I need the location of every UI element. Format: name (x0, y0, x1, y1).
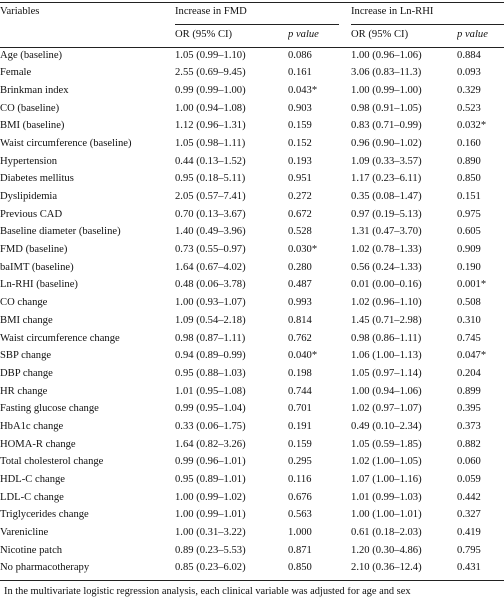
fmd-or-cell: 0.95 (0.18–5.11) (175, 173, 246, 185)
rhi-or-cell: 1.00 (0.99–1.00) (351, 84, 422, 96)
variable-cell: Diabetes mellitus (0, 173, 74, 185)
fmd-p-cell: 0.198 (288, 367, 312, 379)
table-row (0, 135, 504, 153)
fmd-p-cell: 0.701 (288, 403, 312, 415)
fmd-group-header: Increase in FMD (175, 6, 247, 17)
fmd-p-cell: 0.116 (288, 474, 312, 486)
group-header-row (0, 0, 504, 24)
table-row (0, 242, 504, 260)
rhi-p-cell: 0.204 (457, 367, 481, 379)
fmd-p-header: p value (288, 29, 319, 41)
rhi-p-cell: 0.032* (457, 120, 487, 132)
fmd-or-cell: 0.95 (0.89–1.01) (175, 474, 246, 486)
table-row (0, 365, 504, 383)
rhi-or-cell: 0.98 (0.91–1.05) (351, 102, 422, 114)
table-row (0, 47, 504, 65)
fmd-or-cell: 1.64 (0.82–3.26) (175, 438, 246, 450)
rhi-or-cell: 1.31 (0.47–3.70) (351, 226, 422, 238)
variable-cell: SBP change (0, 350, 52, 362)
rhi-or-cell: 0.83 (0.71–0.99) (351, 120, 422, 132)
rhi-p-cell: 0.001* (457, 279, 487, 291)
variable-cell: HR change (0, 385, 48, 397)
fmd-p-cell: 0.161 (288, 67, 312, 79)
rhi-or-cell: 1.00 (0.96–1.06) (351, 49, 422, 61)
table-row (0, 507, 504, 525)
variables-subheader-empty (0, 24, 175, 47)
rhi-p-cell: 0.909 (457, 244, 481, 256)
fmd-or-cell: 0.48 (0.06–3.78) (175, 279, 246, 291)
variable-cell: Baseline diameter (baseline) (0, 226, 121, 238)
rhi-p-cell: 0.975 (457, 208, 481, 220)
fmd-or-cell: 1.00 (0.94–1.08) (175, 102, 246, 114)
fmd-p-cell: 0.850 (288, 562, 312, 574)
variable-cell: Nicotine patch (0, 544, 63, 556)
fmd-or-cell: 1.12 (0.96–1.31) (175, 120, 246, 132)
fmd-or-cell: 0.89 (0.23–5.53) (175, 544, 246, 556)
rhi-or-cell: 0.98 (0.86–1.11) (351, 332, 422, 344)
rhi-or-cell: 1.00 (0.94–1.06) (351, 385, 422, 397)
rhi-p-cell: 0.884 (457, 49, 481, 61)
table-header (0, 0, 504, 47)
rhi-p-cell: 0.882 (457, 438, 481, 450)
variable-cell: Age (baseline) (0, 49, 63, 61)
rhi-p-cell: 0.310 (457, 314, 481, 326)
fmd-or-header: OR (95% CI) (175, 29, 233, 41)
table-row (0, 383, 504, 401)
rhi-or-cell: 1.09 (0.33–3.57) (351, 155, 422, 167)
rhi-or-cell: 1.02 (0.97–1.07) (351, 403, 422, 415)
table-row (0, 206, 504, 224)
fmd-p-cell: 0.744 (288, 385, 312, 397)
fmd-p-cell: 0.563 (288, 509, 312, 521)
rhi-p-cell: 0.890 (457, 155, 481, 167)
rhi-p-cell: 0.373 (457, 420, 481, 432)
table-row (0, 454, 504, 472)
table-row (0, 418, 504, 436)
rhi-or-cell: 1.06 (1.00–1.13) (351, 350, 422, 362)
table-row (0, 542, 504, 560)
variable-cell: Dyslipidemia (0, 191, 58, 203)
rhi-p-cell: 0.329 (457, 84, 481, 96)
rhi-p-cell: 0.523 (457, 102, 481, 114)
rhi-p-cell: 0.160 (457, 137, 481, 149)
variable-cell: BMI change (0, 314, 53, 326)
fmd-p-cell: 0.159 (288, 120, 312, 132)
variable-cell: Triglycerides change (0, 509, 89, 521)
fmd-p-cell: 0.086 (288, 49, 312, 61)
fmd-p-cell: 0.030* (288, 244, 318, 256)
fmd-p-cell: 0.191 (288, 420, 312, 432)
fmd-p-cell: 0.295 (288, 456, 312, 468)
variable-cell: Total cholesterol change (0, 456, 104, 468)
rhi-or-cell: 2.10 (0.36–12.4) (351, 562, 422, 574)
rhi-p-cell: 0.060 (457, 456, 481, 468)
fmd-or-cell: 0.99 (0.96–1.01) (175, 456, 246, 468)
rhi-or-cell: 0.49 (0.10–2.34) (351, 420, 422, 432)
table-row (0, 153, 504, 171)
fmd-p-cell: 0.159 (288, 438, 312, 450)
fmd-or-cell: 1.64 (0.67–4.02) (175, 261, 246, 273)
fmd-p-cell: 0.762 (288, 332, 312, 344)
table-row (0, 277, 504, 295)
rhi-or-cell: 3.06 (0.83–11.3) (351, 67, 422, 79)
variable-cell: Female (0, 67, 32, 79)
table-row (0, 118, 504, 136)
table-row (0, 489, 504, 507)
fmd-p-cell: 0.193 (288, 155, 312, 167)
sub-header-row (0, 24, 504, 47)
variable-cell: Varenicline (0, 527, 49, 539)
fmd-or-cell: 1.00 (0.93–1.07) (175, 297, 246, 309)
variables-header: Variables (0, 6, 40, 17)
rhi-p-cell: 0.059 (457, 474, 481, 486)
variable-cell: CO (baseline) (0, 102, 60, 114)
rhi-or-cell: 1.05 (0.97–1.14) (351, 367, 422, 379)
table-row (0, 224, 504, 242)
fmd-or-cell: 1.05 (0.99–1.10) (175, 49, 246, 61)
rhi-p-cell: 0.745 (457, 332, 481, 344)
fmd-p-cell: 0.676 (288, 491, 312, 503)
variable-cell: Brinkman index (0, 84, 69, 96)
variable-cell: Previous CAD (0, 208, 63, 220)
table-row (0, 259, 504, 277)
table-row (0, 189, 504, 207)
rhi-p-cell: 0.419 (457, 527, 481, 539)
rhi-or-cell: 1.02 (0.96–1.10) (351, 297, 422, 309)
fmd-or-cell: 0.95 (0.88–1.03) (175, 367, 246, 379)
table-row (0, 82, 504, 100)
table-body (0, 47, 504, 578)
table-row (0, 401, 504, 419)
table-row (0, 436, 504, 454)
rhi-or-cell: 1.05 (0.59–1.85) (351, 438, 422, 450)
rhi-p-cell: 0.442 (457, 491, 481, 503)
fmd-p-cell: 0.993 (288, 297, 312, 309)
fmd-p-cell: 0.487 (288, 279, 312, 291)
rhi-group-header: Increase in Ln-RHI (351, 6, 434, 17)
variable-cell: Waist circumference change (0, 332, 120, 344)
rhi-or-cell: 0.97 (0.19–5.13) (351, 208, 422, 220)
variable-cell: BMI (baseline) (0, 120, 65, 132)
rhi-or-cell: 1.20 (0.30–4.86) (351, 544, 422, 556)
table-bottom-rule (0, 580, 504, 581)
fmd-p-cell: 0.951 (288, 173, 312, 185)
rhi-or-cell: 1.01 (0.99–1.03) (351, 491, 422, 503)
fmd-p-cell: 1.000 (288, 527, 312, 539)
fmd-or-cell: 1.09 (0.54–2.18) (175, 314, 246, 326)
fmd-p-cell: 0.152 (288, 137, 312, 149)
rhi-or-cell: 1.07 (1.00–1.16) (351, 474, 422, 486)
fmd-p-cell: 0.272 (288, 191, 312, 203)
variable-cell: HOMA-R change (0, 438, 76, 450)
rhi-or-cell: 0.35 (0.08–1.47) (351, 191, 422, 203)
fmd-p-cell: 0.871 (288, 544, 312, 556)
table-row (0, 330, 504, 348)
rhi-p-cell: 0.047* (457, 350, 487, 362)
table-row (0, 65, 504, 83)
variable-cell: Hypertension (0, 155, 58, 167)
rhi-p-cell: 0.605 (457, 226, 481, 238)
variable-cell: HDL-C change (0, 474, 66, 486)
fmd-p-cell: 0.043* (288, 84, 318, 96)
fmd-or-cell: 1.00 (0.31–3.22) (175, 527, 246, 539)
rhi-or-cell: 0.56 (0.24–1.33) (351, 261, 422, 273)
rhi-or-cell: 1.02 (1.00–1.05) (351, 456, 422, 468)
fmd-p-cell: 0.040* (288, 350, 318, 362)
fmd-or-cell: 0.33 (0.06–1.75) (175, 420, 246, 432)
fmd-or-cell: 1.05 (0.98–1.11) (175, 137, 246, 149)
variable-cell: No pharmacotherapy (0, 562, 90, 574)
fmd-or-cell: 0.85 (0.23–6.02) (175, 562, 246, 574)
table-row (0, 312, 504, 330)
fmd-or-cell: 0.70 (0.13–3.67) (175, 208, 246, 220)
rhi-or-header: OR (95% CI) (351, 29, 409, 41)
variable-cell: CO change (0, 297, 48, 309)
fmd-or-cell: 0.99 (0.95–1.04) (175, 403, 246, 415)
rhi-or-cell: 0.61 (0.18–2.03) (351, 527, 422, 539)
fmd-or-cell: 1.01 (0.95–1.08) (175, 385, 246, 397)
rhi-or-cell: 1.02 (0.78–1.33) (351, 244, 422, 256)
rhi-p-cell: 0.795 (457, 544, 481, 556)
variable-cell: FMD (baseline) (0, 244, 68, 256)
rhi-or-cell: 1.00 (1.00–1.01) (351, 509, 422, 521)
table-row (0, 525, 504, 543)
fmd-p-cell: 0.903 (288, 102, 312, 114)
rhi-p-cell: 0.431 (457, 562, 481, 574)
rhi-p-cell: 0.093 (457, 67, 481, 79)
fmd-or-cell: 0.99 (0.99–1.00) (175, 84, 246, 96)
fmd-or-cell: 1.00 (0.99–1.01) (175, 509, 246, 521)
fmd-p-cell: 0.814 (288, 314, 312, 326)
table-footnote: In the multivariate logistic regression analysis, each clinical variable was adjusted for age and sex (4, 587, 411, 597)
rhi-or-cell: 1.17 (0.23–6.11) (351, 173, 422, 185)
rhi-or-cell: 0.96 (0.90–1.02) (351, 137, 422, 149)
rhi-p-cell: 0.850 (457, 173, 481, 185)
rhi-p-cell: 0.190 (457, 261, 481, 273)
rhi-p-cell: 0.327 (457, 509, 481, 521)
rhi-or-cell: 0.01 (0.00–0.16) (351, 279, 422, 291)
fmd-or-cell: 2.05 (0.57–7.41) (175, 191, 246, 203)
variable-cell: HbA1c change (0, 420, 64, 432)
variable-cell: Ln-RHI (baseline) (0, 279, 78, 291)
table-row (0, 348, 504, 366)
fmd-or-cell: 0.98 (0.87–1.11) (175, 332, 246, 344)
variable-cell: baIMT (baseline) (0, 261, 74, 273)
fmd-or-cell: 0.44 (0.13–1.52) (175, 155, 246, 167)
rhi-p-header: p value (457, 29, 488, 41)
rhi-or-cell: 1.45 (0.71–2.98) (351, 314, 422, 326)
fmd-p-cell: 0.528 (288, 226, 312, 238)
fmd-or-cell: 1.40 (0.49–3.96) (175, 226, 246, 238)
fmd-p-cell: 0.280 (288, 261, 312, 273)
fmd-or-cell: 1.00 (0.99–1.02) (175, 491, 246, 503)
fmd-or-cell: 2.55 (0.69–9.45) (175, 67, 246, 79)
table-row (0, 472, 504, 490)
table-row (0, 171, 504, 189)
fmd-or-cell: 0.73 (0.55–0.97) (175, 244, 246, 256)
rhi-p-cell: 0.151 (457, 191, 481, 203)
rhi-p-cell: 0.395 (457, 403, 481, 415)
table-row (0, 295, 504, 313)
variable-cell: Waist circumference (baseline) (0, 137, 132, 149)
variable-cell: DBP change (0, 367, 53, 379)
table-row (0, 100, 504, 118)
fmd-or-cell: 0.94 (0.89–0.99) (175, 350, 246, 362)
fmd-p-cell: 0.672 (288, 208, 312, 220)
table-row (0, 560, 504, 578)
variable-cell: Fasting glucose change (0, 403, 99, 415)
rhi-p-cell: 0.899 (457, 385, 481, 397)
variable-cell: LDL-C change (0, 491, 64, 503)
rhi-p-cell: 0.508 (457, 297, 481, 309)
